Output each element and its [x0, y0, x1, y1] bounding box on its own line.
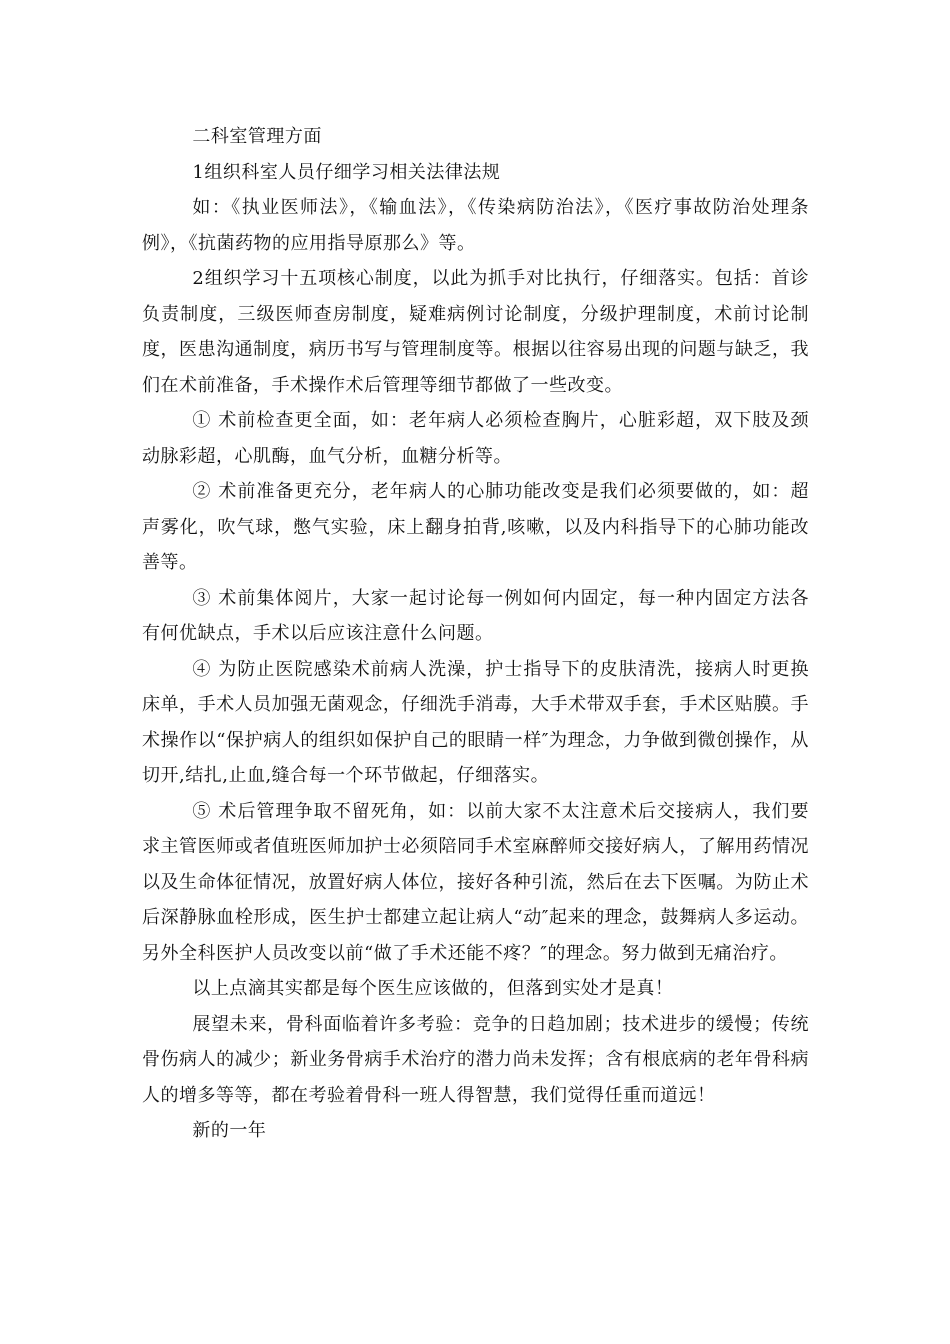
- list-item-paragraph: ① 术前检查更全面，如：老年病人必须检查胸片，心脏彩超，双下肢及颈动脉彩超，心肌酶，血气分析，血糖分析等。: [142, 410, 809, 467]
- list-item-paragraph: ④ 为防止医院感染术前病人洗澡，护士指导下的皮肤清洗，接病人时更换床单，手术人员加强无菌观念，仔细洗手消毒，大手术带双手套，手术区贴膜。手术操作以“保护病人的组织如保护自己的眼睛一样″为理念，力争做到微创操作，从切开,结扎,止血,缝合每一个环节做起，仔细落实。: [142, 658, 809, 786]
- list-item-paragraph: ② 术前准备更充分，老年病人的心肺功能改变是我们必须要做的，如：超声雾化，吹气球，憋气实验，床上翻身拍背,咳嗽，以及内科指导下的心肺功能改善等。: [142, 481, 809, 573]
- paragraph: 以上点滴其实都是每个医生应该做的，但落到实处才是真！: [192, 978, 674, 999]
- paragraph: 2组织学习十五项核心制度，以此为抓手对比执行，仔细落实。包括：首诊负责制度，三级医师查房制度，疑难病例讨论制度，分级护理制度，术前讨论制度，医患沟通制度，病历书写与管理制度等。根据以往容易出现的问题与缺乏，我们在术前准备，手术操作术后管理等细节都做了一些改变。: [142, 268, 809, 396]
- list-item-paragraph: ⑤ 术后管理争取不留死角，如：以前大家不太注意术后交接病人，我们要求主管医师或者值班医师加护士必须陪同手术室麻醉师交接好病人，了解用药情况以及生命体征情况，放置好病人体位，接好各种引流，然后在去下医嘱。为防止术后深静脉血栓形成，医生护士都建立起让病人“动″起来的理念，鼓舞病人多运动。另外全科医护人员改变以前“做了手术还能不疼？″的理念。努力做到无痛治疗。: [142, 800, 809, 964]
- list-item-paragraph: ③ 术前集体阅片，大家一起讨论每一例如何内固定，每一种内固定方法各有何优缺点，手术以后应该注意什么问题。: [142, 587, 809, 644]
- paragraph: 新的一年: [192, 1120, 267, 1141]
- document-body: [142, 119, 809, 1149]
- paragraph: 展望未来，骨科面临着许多考验：竞争的日趋加剧；技术进步的缓慢；传统骨伤病人的减少；新业务骨病手术治疗的潜力尚未发挥；含有根底病的老年骨科病人的增多等等，都在考验着骨科一班人得智慧，我们觉得任重而道远！: [142, 1013, 809, 1106]
- paragraph: 如：《执业医师法》，《输血法》，《传染病防治法》，《医疗事故防治处理条例》，《抗菌药物的应用指导原那么》等。: [142, 197, 809, 254]
- section-heading: 二科室管理方面: [192, 126, 322, 147]
- subsection-heading: 1组织科室人员仔细学习相关法律法规: [192, 161, 501, 183]
